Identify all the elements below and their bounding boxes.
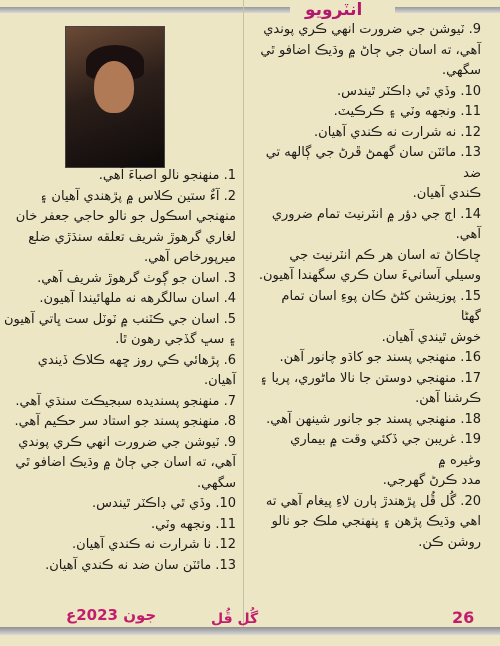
text-line: 19. غريبن جي ڏکئي وقت ۾ بيماري وغيره ۾ [290, 432, 481, 468]
text-line: خوش ٿيندي آهيان. [381, 329, 481, 345]
text-line: منهنجي اسڪول جو نالو حاجي جعفر خان [15, 209, 236, 224]
text-line: 7. منهنجو پسنديده سبجيڪٽ سنڌي آهي. [15, 393, 236, 409]
text-line: 1. منهنجو نالو اصباءَ آهي. [98, 168, 236, 183]
text-line: آهي، ته اسان جي ڄاڻ ۾ وڌيڪ اضافو ٿي [260, 42, 481, 58]
text-line: 12. نا شرارت نه ڪندي آهيان. [72, 537, 236, 552]
text-line: 13. مائٽن سان گهمڻ ڦرڻ جي ڳالهه تي ضد [265, 145, 481, 181]
text-line: سگهي. [196, 475, 236, 491]
text-line: 10. وڏي ٿي ڊاڪٽر ٿيندس. [92, 496, 236, 511]
text-line: 14. اڄ جي دؤر ۾ انٽرنيٽ تمام ضروري آهي. [271, 206, 481, 242]
text-line: 9. ٽيوشن جي ضرورت انهي ڪري پوندي [18, 434, 236, 450]
column-separator [243, 0, 244, 635]
text-line: ڇاڪاڻ ته اسان هر ڪم انٽرنيٽ جي [289, 247, 481, 263]
text-line: 10. وڏي ٿي ڊاڪٽر ٿيندس. [337, 83, 481, 99]
text-line: 16. منهنجي پسند جو کاڌو چانور آهن. [279, 350, 481, 365]
text-line: 6. پڙهائي ڪي روز ڇهه ڪلاڪ ڏيندي [37, 352, 236, 368]
text-line: 11. ونجهه وٽي. [150, 516, 236, 532]
text-line: 20. گُل ڦُل پڙهندڙ ٻارن لاءِ پيغام آهي ته [265, 493, 481, 509]
text-line: 2. آءٌ ستين ڪلاس ۾ پڙهندي آهيان ۽ [39, 188, 236, 204]
issue-date: جون 2023ع [62, 606, 160, 624]
text-line: اهي وڌيڪ پڙهن ۽ پنهنجي ملڪ جو نالو [271, 514, 481, 529]
photo-face [94, 61, 134, 113]
magazine-name: گُل ڦُل [211, 611, 259, 627]
interviewee-photo [65, 26, 165, 168]
text-line: لغاري گرهوڙ شريف تعلقه سنڌڙي ضلع [28, 229, 236, 245]
text-line: 17. منهنجي دوستن جا نالا ماڻوري، پريا ۽ [259, 370, 481, 386]
header-bar-left [0, 7, 290, 13]
text-line: مدد ڪرڻ گهرجي. [382, 473, 481, 488]
text-line: آهي، ته اسان جي ڄاڻ ۾ وڌيڪ اضافو ٿي [15, 455, 236, 470]
text-line: ڪندي آهيان. [412, 186, 481, 201]
text-line: 12. نه شرارت نه ڪندي آهيان. [314, 124, 481, 140]
text-line: 5. اسان جي ڪٽنب ۾ ٽوٽل ست ڀاتي آهيون [3, 311, 236, 327]
header-bar-right [395, 7, 500, 13]
text-line: 4. اسان سالگرهه نه ملهائيندا آهيون. [39, 291, 236, 306]
text-line: 9. ٽيوشن جي ضرورت انهي ڪري پوندي [263, 22, 481, 37]
text-line: 3. اسان جو ڳوٺ گرهوڙ شريف آهي. [37, 270, 236, 286]
text-line: ۽ سڀ گڏجي رهون ٿا. [115, 332, 236, 347]
text-line: ميرپورخاص آهي. [144, 250, 236, 265]
text-line: وسيلي آسانيءَ سان ڪري سگهندا آهيون. [258, 268, 481, 283]
text-line: روشن ڪن. [418, 534, 481, 550]
text-line: 18. منهنجي پسند جو جانور شينهن آهي. [266, 411, 481, 427]
text-line: سگهي. [441, 63, 481, 78]
page-title: انٽرويو [305, 0, 363, 20]
text-line: ڪرشنا آهن. [415, 391, 481, 406]
text-line: 11. ونجهه وٽي ۽ ڪرڪيٽ. [333, 104, 481, 119]
text-line: 15. پوزيشن کڻڻ ڪان پوءِ اسان تمام گهڻا [281, 288, 481, 324]
footer-bar [0, 627, 500, 635]
left-column-text [0, 166, 236, 576]
page-number: 26 [452, 608, 475, 627]
right-column-text [258, 20, 481, 553]
text-line: 13. مائٽن سان ضد نه ڪندي آهيان. [45, 557, 236, 573]
text-line: آهيان. [203, 373, 236, 388]
text-line: 8. منهنجو پسند جو استاد سر حڪيم آهي. [14, 414, 236, 429]
